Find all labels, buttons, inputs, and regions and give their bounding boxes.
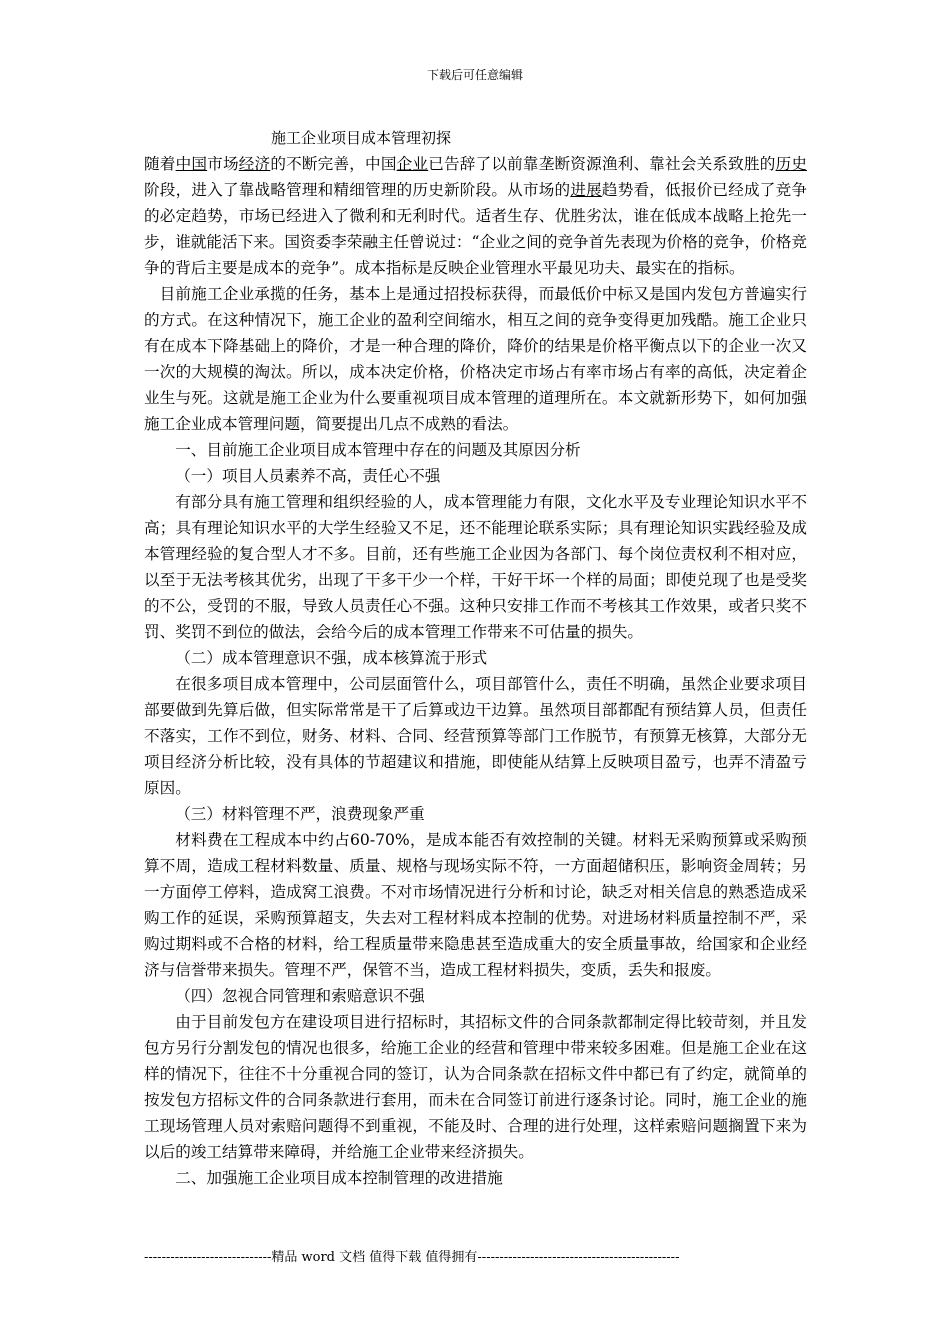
document-body (144, 151, 807, 1191)
document-title: 施工企业项目成本管理初探 (271, 129, 452, 147)
subsection-heading-3: （三）材料管理不严，浪费现象严重 (175, 805, 425, 823)
link-history[interactable]: 历史 (775, 155, 807, 173)
page-footer: -----------------------------精品 word 文档 值得下载 值得拥有---------------------------------------------- (144, 1250, 680, 1265)
paragraph-6: 由于目前发包方在建设项目进行招标时，其招标文件的合同条款都制定得比较苛刻，并且发包方另行分割发包的情况也很多，给施工企业的经营和管理中带来较多困难。但是施工企业在这样的情况下，往往不十分重视合同的签订，认为合同条款在招标文件中都已有了约定，就简单的按发包方招标文件的合同条款进行套用，而未在合同签订前进行逐条讨论。同时，施工企业的施工现场管理人员对索赔问题得不到重视，不能及时、合理的进行处理，这样索赔问题搁置下来为以后的竣工结算带来障碍，并给施工企业带来经济损失。 (144, 1013, 807, 1161)
link-enterprise[interactable]: 企业 (396, 155, 429, 173)
paragraph-4: 在很多项目成本管理中，公司层面管什么，项目部管什么，责任不明确，虽然企业要求项目部要做到先算后做，但实际常常是干了后算或边干边算。虽然项目部都配有预结算人员，但责任不落实，工作不到位，财务、材料、合同、经营预算等部门工作脱节，有预算无核算，大部分无项目经济分析比较，没有具体的节超建议和措施，即使能从结算上反映项目盈亏，也弄不清盈亏原因。 (144, 675, 807, 797)
subsection-heading-1: （一）项目人员素养不高，责任心不强 (175, 467, 441, 485)
paragraph-3: 有部分具有施工管理和组织经验的人，成本管理能力有限，文化水平及专业理论知识水平不高；具有理论知识水平的大学生经验又不足，还不能理论联系实际；具有理论知识实践经验及成本管理经验的复合型人才不多。目前，还有些施工企业因为各部门、每个岗位责权利不相对应，以至于无法考核其优劣，出现了干多干少一个样，干好干坏一个样的局面；即使兑现了也是受奖的不公，受罚的不服，导致人员责任心不强。这种只安排工作而不考核其工作效果，或者只奖不罚、奖罚不到位的做法，会给今后的成本管理工作带来不可估量的损失。 (144, 493, 807, 641)
subsection-heading-4: （四）忽视合同管理和索赔意识不强 (175, 987, 425, 1005)
page-header: 下载后可任意编辑 (426, 68, 523, 82)
section-heading-2: 二、加强施工企业项目成本控制管理的改进措施 (175, 1169, 503, 1187)
paragraph-5: 材料费在工程成本中约占60-70%，是成本能否有效控制的关键。材料无采购预算或采购预算不周，造成工程材料数量、质量、规格与现场实际不符，一方面超储积压，影响资金周转；另一方面停工停料，造成窝工浪费。不对市场情况进行分析和讨论，缺乏对相关信息的熟悉造成采购工作的延误，采购预算超支，失去对工程材料成本控制的优势。对进场材料质量控制不严，采购过期料或不合格的材料，给工程质量带来隐患甚至造成重大的安全质量事故，给国家和企业经济与信誉带来损失。管理不严，保管不当，造成工程材料损失，变质，丢失和报废。 (144, 831, 807, 979)
intro-paragraph: 随着中国市场经济的不断完善，中国企业已告辞了以前靠垄断资源渔利、靠社会关系致胜的历史阶段，进入了靠战略管理和精细管理的历史新阶段。从市场的进展趋势看，低报价已经成了竞争的必定趋势，市场已经进入了微利和无利时代。适者生存、优胜劣汰，谁在低成本战略上抢先一步，谁就能活下来。国资委李荣融主任曾说过：“企业之间的竞争首先表现为价格的竞争，价格竞争的背后主要是成本的竞争”。成本指标是反映企业管理水平最见功夫、最实在的指标。 (144, 155, 807, 277)
link-economy[interactable]: 经济 (238, 155, 271, 173)
section-heading-1: 一、目前施工企业项目成本管理中存在的问题及其原因分析 (175, 441, 581, 459)
subsection-heading-2: （二）成本管理意识不强，成本核算流于形式 (175, 649, 488, 667)
link-china[interactable]: 中国 (175, 155, 208, 173)
link-development[interactable]: 进展 (570, 181, 602, 199)
paragraph-2: 目前施工企业承揽的任务，基本上是通过招投标获得，而最低价中标又是国内发包方普遍实行的方式。在这种情况下，施工企业的盈利空间缩水，相互之间的竞争变得更加残酷。施工企业只有在成本下降基础上的降价，才是一种合理的降价，降价的结果是价格平衡点以下的企业一次又一次的大规模的淘汰。所以，成本决定价格，价格决定市场占有率市场占有率的高低，决定着企业生与死。这就是施工企业为什么要重视项目成本管理的道理所在。本文就新形势下，如何加强施工企业成本管理问题，简要提出几点不成熟的看法。 (144, 285, 807, 433)
